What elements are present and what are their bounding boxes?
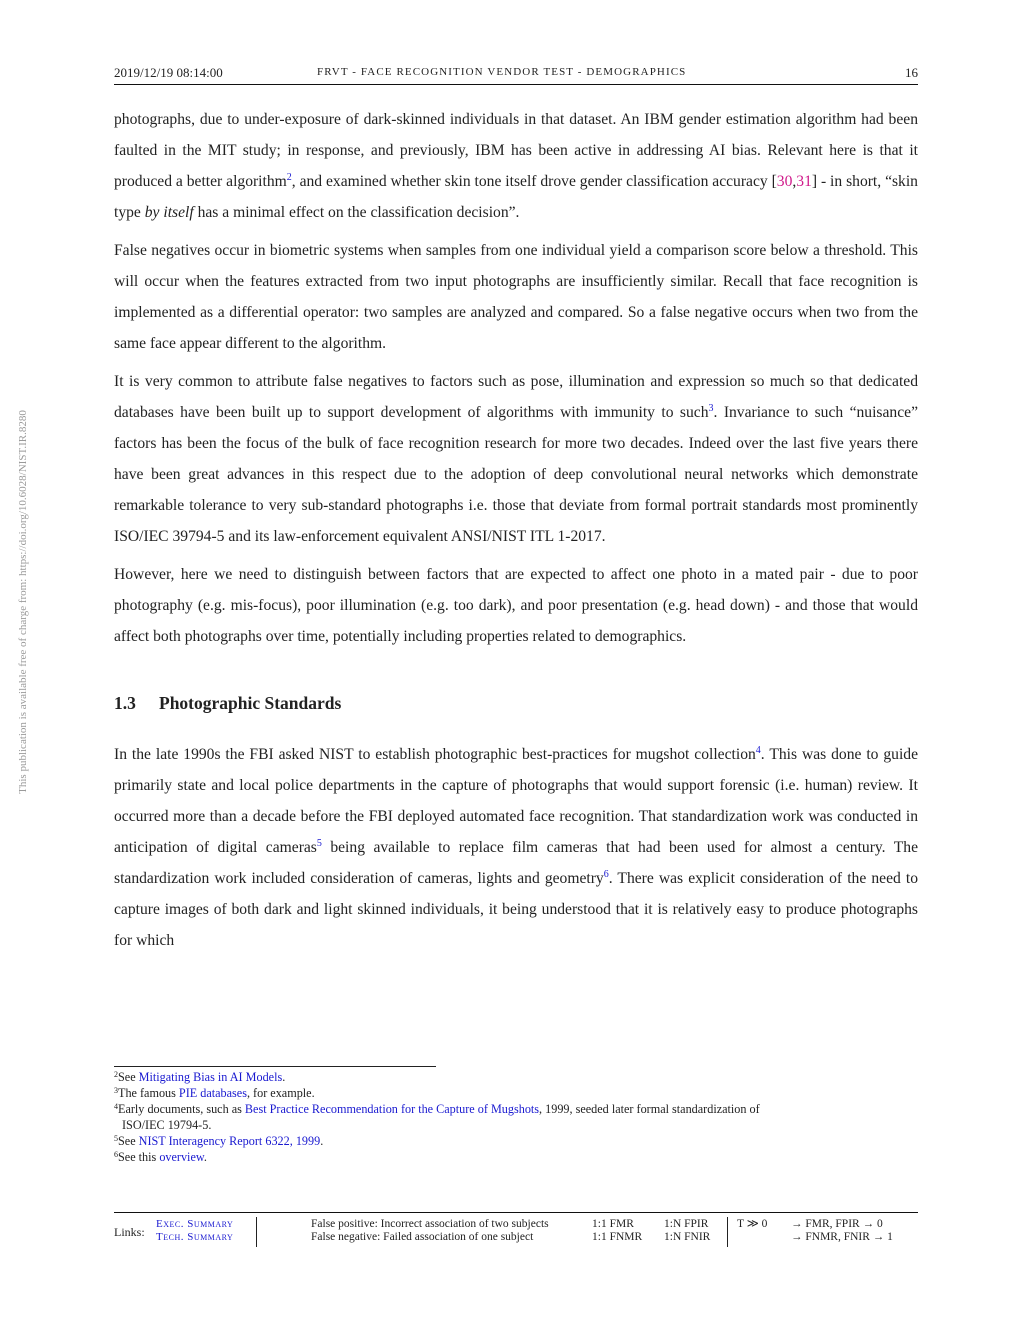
footnote-ref[interactable]: 2 [286, 172, 292, 183]
citation-link[interactable]: 30 [776, 173, 793, 190]
body-text [114, 104, 918, 963]
footer-links [156, 1218, 233, 1244]
page-footer [114, 1212, 918, 1253]
header-date: 2019/12/19 08:14:00 [114, 65, 223, 80]
footnote-link[interactable]: Best Practice Recommendation for the Capture of Mugshots [244, 1102, 540, 1116]
footnote-ref[interactable]: 5 [316, 838, 322, 849]
one-to-one-metrics: 1:1 FMR 1:1 FNMR [592, 1218, 643, 1243]
section-heading: 1.3 Photographic Standards [114, 693, 342, 713]
footer-divider [727, 1217, 728, 1247]
paragraph: In the late 1990s the FBI asked NIST to establish photographic best-practices for mugshot collection$^4$. This was done to guide primarily state and local police departments in the capture of photographs that would support forensic (i.e. human) review. It occurred more than a decade before the FBI deployed automated face recognition. That standardization work was conducted in anticipation of digital cameras$^5$ being available to replace film cameras that had been used for almost a century. The standardization work included consideration of cameras, lights and geometry$^6$. There was explicit consideration of the need to capture images of both dark and light skinned individuals, it being understood that it is relatively easy to produce photographs for which [114, 745, 919, 949]
footnote: $^2$See Mitigating Bias in AI Models. [114, 1070, 286, 1084]
footnotes [114, 1069, 918, 1165]
footnote-link[interactable]: PIE databases [178, 1086, 247, 1100]
footnote-link[interactable]: NIST Interagency Report 6322, 1999 [138, 1134, 321, 1148]
limit-results: → FMR, FPIR → 0 → FNMR, FNIR → 1 [791, 1218, 893, 1243]
citation-link[interactable]: 31 [796, 173, 812, 190]
footnote-link[interactable]: Mitigating Bias in AI Models [138, 1070, 283, 1084]
threshold-condition: T ≫ 0 [737, 1218, 768, 1230]
error-definitions: False positive: Incorrect association of two subjects False negative: Failed association of one subject [311, 1218, 549, 1243]
running-header [114, 64, 918, 85]
paragraph: However, here we need to distinguish between factors that are expected to affect one photo in a mated pair - due to poor photography (e.g. mis-focus), poor illumination (e.g. too dark), and poor presentation (e.g. head down) - and those that would affect both photographs over time, potentially including properties related to demographics. [114, 566, 918, 645]
page-number: 16 [905, 65, 918, 80]
one-to-many-metrics: 1:N FPIR 1:N FNIR [664, 1218, 711, 1243]
header-title: FRVT - FACE RECOGNITION VENDOR TEST - DEMOGRAPHICS [317, 66, 687, 78]
footnote: $^4$Early documents, such as Best Practice Recommendation for the Capture of Mugshots, 1999, seeded later formal standardization of ISO/IEC 19794-5. [114, 1102, 760, 1132]
footer-links-label: Links: [114, 1225, 145, 1239]
footnote-ref[interactable]: 4 [755, 745, 761, 756]
footnote-ref[interactable]: 3 [708, 403, 714, 414]
tech-summary-link[interactable]: Tech. Summary [156, 1231, 234, 1243]
doi-text: This publication is available free of charge from: https://doi.org/10.6028/NIST.IR.8280 [17, 410, 29, 794]
footnote-ref[interactable]: 6 [603, 869, 609, 880]
footnote-link[interactable]: overview [159, 1150, 204, 1164]
exec-summary-link[interactable]: Exec. Summary [156, 1218, 234, 1230]
footnote: $^5$See NIST Interagency Report 6322, 1999. [114, 1134, 324, 1148]
footer-divider [256, 1217, 257, 1247]
paragraph: photographs, due to under-exposure of dark-skinned individuals in that dataset. An IBM gender estimation algorithm had been faulted in the MIT study; in response, and previously, IBM has been active in addressing AI bias. Relevant here is that it produced a better algorithm$^2$, and examined whether skin tone itself drove gender classification accuracy [30,31] - in short, “skin type by itself has a minimal effect on the classification decision”. [114, 111, 918, 221]
paragraph: False negatives occur in biometric systems when samples from one individual yield a comparison score below a threshold. This will occur when the features extracted from two input photographs are insufficiently similar. Recall that face recognition is implemented as a differential operator: two samples are analyzed and compared. So a false negative occurs when two from the same face appear different to the algorithm. [114, 242, 918, 352]
paragraph: It is very common to attribute false negatives to factors such as pose, illumination and expression so much so that dedicated databases have been built up to support development of algorithms with immunity to such$^3$. Invariance to such “nuisance” factors has been the focus of the bulk of face recognition research for more two decades. Indeed over the last five years there have been great advances in this respect due to the adoption of deep convolutional neural networks which demonstrate remarkable tolerance to very sub-standard photographs i.e. those that deviate from formal portrait standards most prominently ISO/IEC 39794-5 and its law-enforcement equivalent ANSI/NIST ITL 1-2017. [114, 373, 918, 545]
footnote: $^3$The famous PIE databases, for example. [114, 1086, 315, 1100]
doi-sidebar-note [10, 360, 36, 844]
footnote: $^6$See this overview. [114, 1150, 207, 1164]
footnote-divider [114, 1066, 436, 1067]
